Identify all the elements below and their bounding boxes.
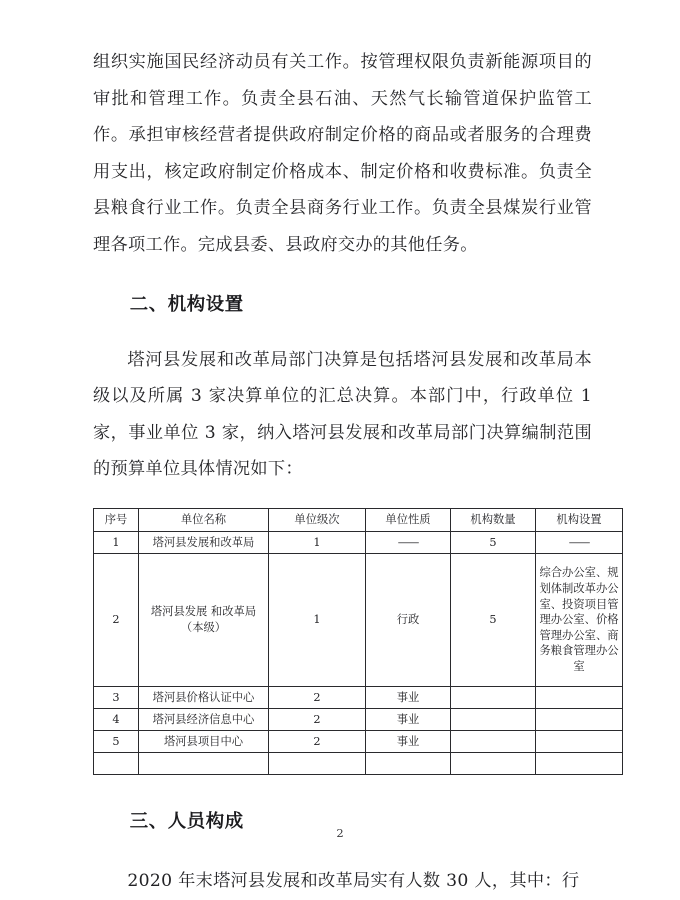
table-row-empty [94, 752, 623, 774]
page-content [93, 44, 619, 900]
cell-org: 综合办公室、规划体制改革办公室、投资项目管理办公室、价格管理办公室、商务粮食管理办公室 [536, 553, 623, 686]
cell-name: 塔河县项目中心 [139, 730, 269, 752]
section-two-paragraph: 塔河县发展和改革局部门决算是包括塔河县发展和改革局本级以及所属 3 家决算单位的汇总决算。本部门中，行政单位 1 家，事业单位 3 家，纳入塔河县发展和改革局部门决算编制范围的预算单位具体情况如下： [93, 349, 592, 480]
cell-num: 3 [94, 686, 139, 708]
paragraph-continued: 组织实施国民经济动员有关工作。按管理权限负责新能源项目的审批和管理工作。负责全县石油、天然气长输管道保护监管工作。承担审核经营者提供政府制定价格的商品或者服务的合理费用支出，核定政府制定价格成本、制定价格和收费标准。负责全县粮食行业工作。负责全县商务行业工作。负责全县煤炭行业管理各项工作。完成县委、县政府交办的其他任务。 [93, 52, 592, 255]
cell-level: 1 [269, 531, 366, 553]
cell-count: 5 [451, 553, 536, 686]
spacer [93, 488, 592, 508]
table-header-cell-机构数量: 机构数量 [451, 508, 536, 531]
cell-org [536, 708, 623, 730]
cell-count [451, 730, 536, 752]
cell-num: 5 [94, 730, 139, 752]
spacer [93, 837, 592, 863]
cell-num [94, 752, 139, 774]
cell-num: 2 [94, 553, 139, 686]
page-number: 2 [336, 826, 344, 840]
cell-org [536, 752, 623, 774]
cell-level: 2 [269, 708, 366, 730]
cell-count [451, 708, 536, 730]
spacer [93, 264, 592, 290]
cell-type: 事业 [366, 730, 451, 752]
cell-name: 塔河县发展和改革局 [139, 531, 269, 553]
cell-org: —— [536, 531, 623, 553]
table-row [94, 686, 623, 708]
cell-level [269, 752, 366, 774]
cell-name: 塔河县价格认证中心 [139, 686, 269, 708]
table-row [94, 531, 623, 553]
cell-level: 2 [269, 686, 366, 708]
section-heading-three: 三、人员构成 [129, 810, 244, 832]
cell-name: 塔河县经济信息中心 [139, 708, 269, 730]
cell-level: 1 [269, 553, 366, 686]
cell-type: 事业 [366, 686, 451, 708]
cell-name: 塔河县发展 和改革局（本级） [139, 553, 269, 686]
cell-num: 1 [94, 531, 139, 553]
table-row [94, 553, 623, 686]
table-header-cell-单位性质: 单位性质 [366, 508, 451, 531]
cell-count [451, 752, 536, 774]
spacer [93, 775, 592, 807]
table-header-cell-单位级次: 单位级次 [269, 508, 366, 531]
section-three-paragraph: 2020 年末塔河县发展和改革局实有人数 30 人，其中：行 [127, 870, 580, 891]
cell-level: 2 [269, 730, 366, 752]
cell-type: —— [366, 531, 451, 553]
table-row [94, 708, 623, 730]
table-row [94, 730, 623, 752]
cell-num: 4 [94, 708, 139, 730]
cell-count: 5 [451, 531, 536, 553]
table-header-cell-机构设置: 机构设置 [536, 508, 623, 531]
cell-type [366, 752, 451, 774]
table-header-row [94, 508, 623, 531]
cell-name [139, 752, 269, 774]
organization-structure-table [93, 508, 623, 775]
section-heading-two: 二、机构设置 [129, 293, 244, 315]
cell-type: 行政 [366, 553, 451, 686]
spacer [93, 320, 592, 342]
cell-count [451, 686, 536, 708]
cell-org [536, 686, 623, 708]
table-header-cell-单位名称: 单位名称 [139, 508, 269, 531]
cell-org [536, 730, 623, 752]
cell-type: 事业 [366, 708, 451, 730]
table-header-cell-序号: 序号 [94, 508, 139, 531]
